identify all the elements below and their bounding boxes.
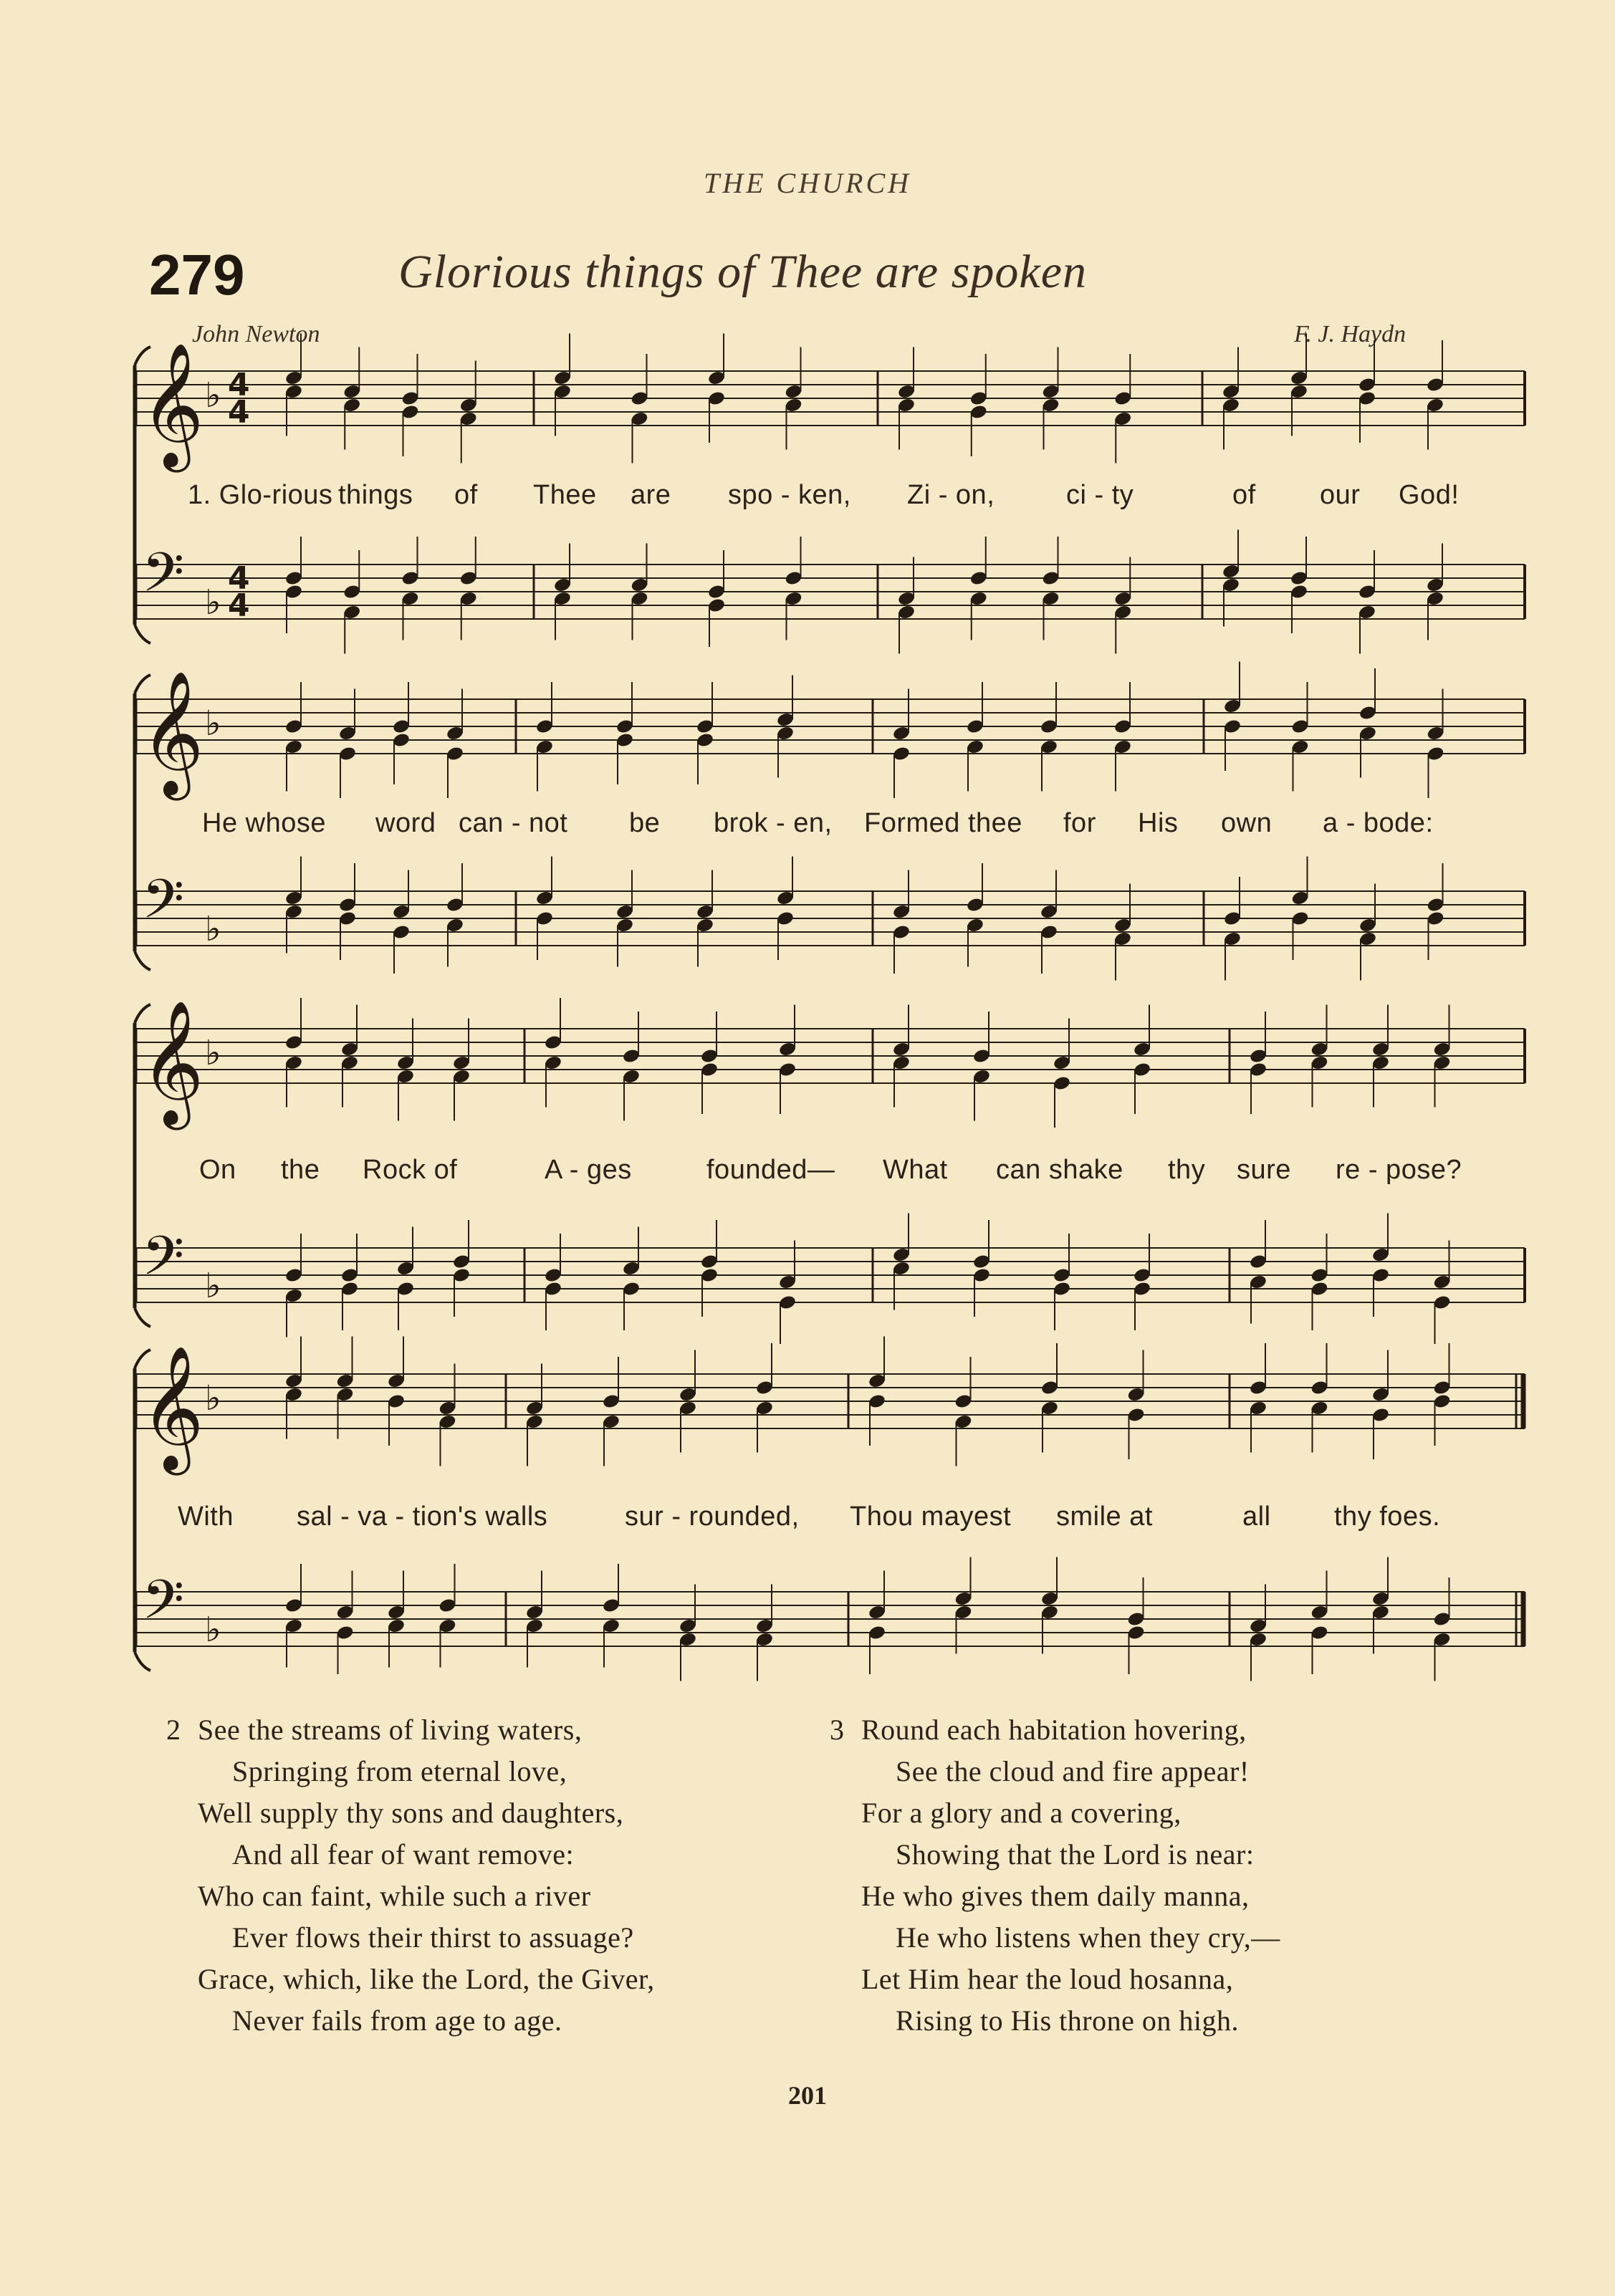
system-bracket-bottom: [135, 625, 150, 643]
verse-line: Grace, which, like the Lord, the Giver,: [198, 1963, 655, 1995]
verse-number: 2: [166, 1714, 181, 1746]
flat-sign: ♭: [205, 1378, 221, 1418]
verse-line: And all fear of want remove:: [232, 1838, 575, 1870]
lyric-syllable: all: [1242, 1502, 1271, 1532]
lyric-syllable: His: [1138, 808, 1179, 838]
verse-line: See the streams of living waters,: [198, 1714, 583, 1746]
verse-line: Who can faint, while such a river: [198, 1880, 591, 1912]
lyric-syllable: the: [281, 1155, 320, 1185]
verse-3: [830, 1709, 1280, 2042]
system-bracket-bottom: [135, 1308, 150, 1327]
system-bracket-bottom: [135, 951, 150, 970]
lyric-syllable: thy foes.: [1334, 1502, 1441, 1532]
bass-clef: 𝄢: [142, 541, 185, 618]
lyric-syllable: brok - en,: [714, 808, 833, 838]
lyric-syllable: word: [375, 808, 436, 838]
lyric-syllable: Formed thee: [864, 808, 1022, 838]
lyric-syllable: thy: [1168, 1155, 1206, 1185]
flat-sign: ♭: [205, 1266, 221, 1306]
lyric-syllable: ci - ty: [1066, 480, 1134, 510]
verse-line: Well supply thy sons and daughters,: [198, 1797, 624, 1829]
author-credit: John Newton: [192, 321, 320, 347]
verse-2: [166, 1709, 655, 2042]
hymn-number: 279: [149, 243, 245, 307]
verse-line: Round each habitation hovering,: [861, 1714, 1247, 1746]
verse-number: 3: [830, 1714, 845, 1746]
verse-line: Showing that the Lord is near:: [896, 1838, 1255, 1870]
time-signature-denominator: 4: [228, 587, 250, 624]
treble-clef: 𝄞: [140, 671, 204, 795]
lyric-syllable: of: [454, 480, 478, 510]
lyric-syllable: spo - ken,: [728, 480, 851, 510]
lyric-syllable: Zi - on,: [907, 480, 995, 510]
lyric-syllable: of: [1232, 480, 1256, 510]
lyric-syllable: own: [1221, 808, 1273, 838]
lyric-syllable: re - pose?: [1336, 1155, 1462, 1185]
bass-clef: 𝄢: [142, 868, 185, 944]
verse-line: Let Him hear the loud hosanna,: [861, 1963, 1234, 1995]
lyric-syllable: sur - rounded,: [625, 1502, 800, 1532]
system-bracket-bottom: [135, 1652, 150, 1671]
treble-clef: 𝄞: [140, 1000, 204, 1125]
verse-line: Never fails from age to age.: [232, 2004, 562, 2037]
hymn-title: Glorious things of Thee are spoken: [398, 246, 1087, 298]
flat-sign: ♭: [205, 1610, 221, 1650]
bass-clef: 𝄢: [142, 1568, 185, 1645]
time-signature-numerator: 4: [228, 560, 250, 597]
lyric-syllable: things: [338, 480, 413, 510]
lyric-syllable: Rock of: [363, 1155, 458, 1185]
lyric-syllable: can - not: [459, 808, 568, 838]
running-head: THE CHURCH: [703, 167, 912, 199]
verse-line: He who gives them daily manna,: [861, 1880, 1250, 1912]
flat-sign: ♭: [205, 375, 221, 416]
lyric-syllable: founded—: [706, 1155, 835, 1185]
lyric-syllable: our: [1320, 480, 1361, 510]
lyric-syllable: On: [199, 1155, 236, 1185]
flat-sign: ♭: [205, 909, 221, 949]
bass-clef: 𝄢: [142, 1224, 185, 1301]
verse-line: He who listens when they cry,—: [896, 1921, 1280, 1954]
time-signature-denominator: 4: [228, 394, 250, 431]
composer-credit: F. J. Haydn: [1294, 321, 1406, 347]
flat-sign: ♭: [205, 582, 221, 623]
lyric-syllable: Thee: [533, 480, 597, 510]
flat-sign: ♭: [205, 1033, 221, 1073]
lyric-syllable: He whose: [202, 808, 326, 838]
flat-sign: ♭: [205, 703, 221, 744]
verse-line: Ever flows their thirst to assuage?: [232, 1921, 634, 1954]
verse-line: Rising to His throne on high.: [896, 2004, 1239, 2037]
verse-line: See the cloud and fire appear!: [896, 1755, 1250, 1787]
lyric-syllable: What: [883, 1155, 948, 1185]
lyric-syllable: for: [1063, 808, 1096, 838]
lyric-syllable: Thou mayest: [850, 1502, 1012, 1532]
lyric-syllable: With: [178, 1502, 234, 1532]
lyric-syllable: God!: [1399, 480, 1460, 510]
lyric-syllable: be: [629, 808, 661, 838]
treble-clef: 𝄞: [140, 1345, 204, 1470]
lyric-syllable: sure: [1237, 1155, 1291, 1185]
verse-line: For a glory and a covering,: [861, 1797, 1182, 1829]
lyric-syllable: A - ges: [545, 1155, 632, 1185]
lyric-syllable: sal - va - tion's walls: [297, 1502, 548, 1532]
page-number: 201: [788, 2081, 827, 2110]
lyric-syllable: 1. Glo-rious: [188, 480, 333, 510]
time-signature-numerator: 4: [228, 367, 250, 403]
lyric-syllable: a - bode:: [1323, 808, 1434, 838]
treble-clef: 𝄞: [140, 342, 204, 467]
lyric-syllable: can shake: [996, 1155, 1123, 1185]
lyric-syllable: are: [631, 480, 671, 510]
lyric-syllable: smile at: [1056, 1502, 1153, 1532]
verse-line: Springing from eternal love,: [232, 1755, 567, 1787]
